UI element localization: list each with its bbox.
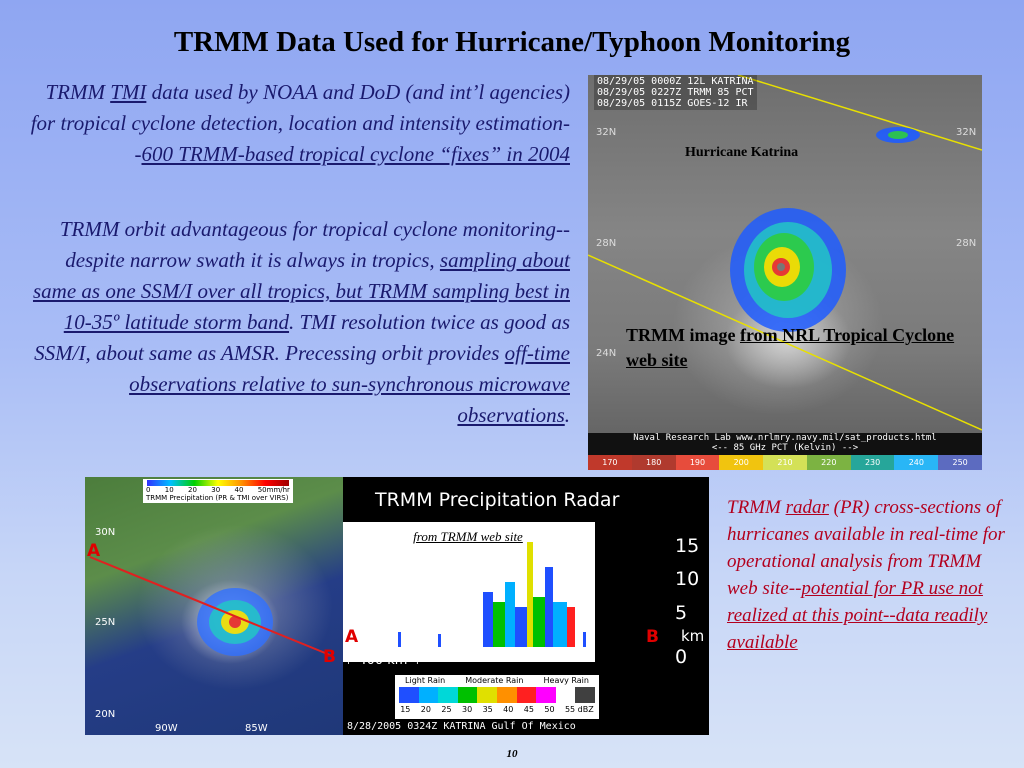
satellite-header: 08/29/05 0000Z 12L KATRINA 08/29/05 0227Z TRMM 85 PCT 08/29/05 0115Z GOES-12 IR <box>594 75 757 110</box>
point-b-label: B <box>323 647 336 667</box>
dbz-swatch <box>497 687 517 703</box>
radar-source-link[interactable]: from TRMM web site <box>413 529 523 544</box>
dbz-category: Light Rain <box>405 676 446 685</box>
dbz-category: Moderate Rain <box>465 676 524 685</box>
paragraph-orbit: TRMM orbit advantageous for tropical cyclone monitoring--despite narrow swath it is always in tropics, sampling about same as one SSM/I over all tropics, but TRMM sampling best in 10-35º latitude storm band. TMI resolution twice as good as SSM/I, about same as AMSR. Precessing orbit provides off-time observations relative to sun-synchronous microwave observations. <box>32 217 570 427</box>
temperature-scale <box>588 455 982 470</box>
scale-cell: 170 <box>588 455 632 470</box>
scale-cell: 190 <box>676 455 720 470</box>
height-tick: 10 <box>675 568 700 590</box>
precip-tick: 40 <box>234 486 244 494</box>
radar-link[interactable]: radar <box>785 497 829 518</box>
height-tick: 0 <box>675 646 688 668</box>
dbz-value: 45 <box>523 705 534 714</box>
dbz-swatches <box>399 687 595 703</box>
dbz-swatch <box>517 687 537 703</box>
point-a-label: A <box>87 541 101 561</box>
dbz-value: 15 <box>400 705 411 714</box>
precip-tick: 10 <box>164 486 174 494</box>
dbz-value: 55 dBZ <box>564 705 594 714</box>
lat-label: 28N <box>596 238 617 249</box>
satellite-credit: TRMM image from NRL Tropical Cyclone web site <box>626 325 955 370</box>
dbz-swatch <box>556 687 576 703</box>
dbz-value: 25 <box>441 705 452 714</box>
dbz-value: 50 <box>544 705 555 714</box>
precip-caption: TRMM Precipitation (PR & TMI over VIRS) <box>146 494 289 502</box>
precip-tick: 30 <box>211 486 221 494</box>
dbz-value: 20 <box>420 705 431 714</box>
tmi-link[interactable]: TMI <box>110 80 147 104</box>
lat-label: 25N <box>95 617 116 628</box>
scale-cell: 210 <box>763 455 807 470</box>
dbz-names <box>395 675 599 685</box>
precip-tick: 50mm/hr <box>257 486 290 494</box>
satellite-footer: Naval Research Lab www.nrlmry.navy.mil/sat_products.html <-- 85 GHz PCT (Kelvin) --> <box>588 433 982 455</box>
lat-label: 32N <box>596 127 617 138</box>
height-tick: 5 <box>675 602 688 624</box>
lat-label: 32N <box>956 127 977 138</box>
dbz-category: Heavy Rain <box>543 676 589 685</box>
katrina-satellite-image <box>588 75 982 470</box>
height-unit: km <box>681 627 705 645</box>
dbz-swatch <box>536 687 556 703</box>
hurricane-label: Hurricane Katrina <box>685 145 799 160</box>
lat-label: 20N <box>95 709 116 720</box>
scale-cell: 200 <box>719 455 763 470</box>
sampling-link[interactable]: sampling about same as one SSM/I over all tropics, but TRMM sampling best in 10-35º latitude storm band <box>32 248 570 334</box>
lon-label: 90W <box>155 723 178 734</box>
paragraph-tmi: TRMM TMI data used by NOAA and DoD (and int’l agencies) for tropical cyclone detection, location and intensity estimation--600 TRMM-based tropical cyclone “fixes” in 2004 <box>30 80 570 166</box>
lat-label: 28N <box>956 238 977 249</box>
point-b-label: B <box>646 627 659 647</box>
dbz-swatch <box>438 687 458 703</box>
pr-precipitation-map <box>85 477 343 735</box>
storm-overlay <box>85 477 343 735</box>
scale-cell: 220 <box>807 455 851 470</box>
height-tick: 15 <box>675 535 700 557</box>
scale-cell: 180 <box>632 455 676 470</box>
dbz-swatch <box>399 687 419 703</box>
dbz-swatch <box>477 687 497 703</box>
dbz-values <box>395 705 599 714</box>
dbz-swatch <box>575 687 595 703</box>
pr-radar-panel <box>343 477 709 735</box>
dbz-value: 40 <box>503 705 514 714</box>
radar-cross-section <box>343 522 595 662</box>
dbz-legend <box>395 675 599 719</box>
paragraph-radar: TRMM radar (PR) cross-sections of hurricanes available in real-time for operational analysis from TRMM web site--potential for PR use not realized at this point--data readily available <box>727 497 1005 653</box>
scale-cell: 240 <box>894 455 938 470</box>
slide-title: TRMM Data Used for Hurricane/Typhoon Monitoring <box>173 26 851 58</box>
dbz-swatch <box>419 687 439 703</box>
lat-label: 30N <box>95 527 116 538</box>
dbz-value: 30 <box>461 705 473 714</box>
point-a-label: A <box>345 627 359 647</box>
lon-label: 85W <box>245 723 268 734</box>
precip-tick: 20 <box>188 486 197 494</box>
offtime-link[interactable]: off-time observations relative to sun-synchronous microwave observations <box>129 341 570 427</box>
precip-tick: 0 <box>146 486 151 494</box>
page-number: 10 <box>506 748 518 760</box>
dbz-swatch <box>458 687 478 703</box>
nrl-link[interactable]: from NRL Tropical Cyclone web site <box>626 325 955 370</box>
dbz-value: 35 <box>482 705 493 714</box>
potential-link[interactable]: potential for PR use not realized at this point--data readily available <box>727 578 988 653</box>
radar-title: TRMM Precipitation Radar <box>375 489 620 511</box>
fixes-link[interactable]: 600 TRMM-based tropical cyclone “fixes” in 2004 <box>141 142 570 166</box>
radar-timestamp: 8/28/2005 0324Z KATRINA Gulf Of Mexico <box>347 721 576 732</box>
distance-scale: ⊢400 km⊣ <box>347 653 419 668</box>
satellite-overlay <box>588 75 982 470</box>
scale-cell: 230 <box>851 455 895 470</box>
lat-label: 24N <box>596 348 617 359</box>
scale-cell: 250 <box>938 455 982 470</box>
